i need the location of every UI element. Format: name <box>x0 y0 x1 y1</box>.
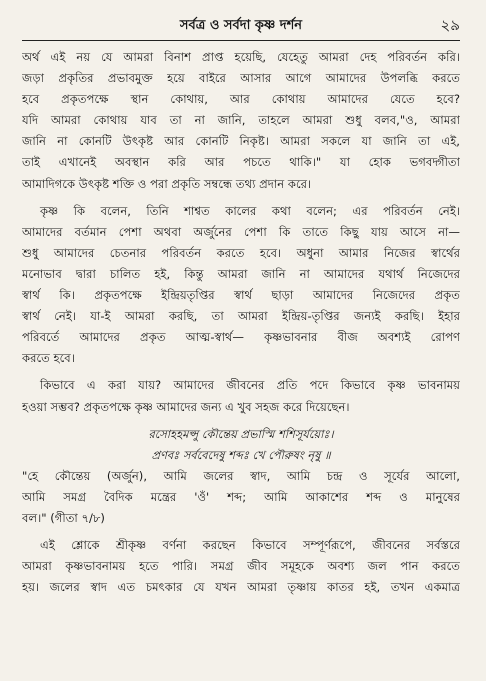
text-line: হয়। জলের স্বাদ এত চমৎকার যে যখন আমরা তৃষ্ণায় কাতর হই, তখন একমাত্র <box>22 580 460 595</box>
text-line: জানি না কোনটি উৎকৃষ্ট আর কোনটি নিকৃষ্ট। আমরা সকলে যা জানি তা এই, <box>22 134 460 149</box>
text-line: আমি সমগ্র বৈদিক মন্ত্রের 'ওঁ' শব্দ; আমি আকাশের শব্দ ও মানুষের <box>22 489 460 504</box>
text-line: অর্থ এই নয় যে আমরা বিনাশ প্রাপ্ত হয়েছি, যেহেতু আমরা দেহ পরিবর্তন করি। <box>22 50 460 64</box>
text-line: করতে হবে। <box>22 351 75 366</box>
text-line: এই শ্লোকে শ্রীকৃষ্ণ বর্ণনা করছেন কিভাবে সম্পূর্ণরূপে, জীবনের সর্বস্তরে <box>40 538 460 553</box>
text-line: মনোভাব দ্বারা চালিত হই, কিন্তু আমরা জানি না আমাদের যথার্থ নিজেদের <box>22 266 460 281</box>
verse-line: প্রণবঃ সর্ববেদেষু শব্দঃ খে পৌরুষং নৃষু ॥ <box>151 447 331 462</box>
paragraph-3 <box>22 375 460 417</box>
text-line: হওয়া সম্ভব? প্রকৃতপক্ষে কৃষ্ণ আমাদের জন্য এ খুব সহজ করে দিয়েছেন। <box>22 399 350 414</box>
text-line: কিভাবে এ করা যায়? আমাদের জীবনের প্রতি পদে কিভাবে কৃষ্ণ ভাবনাময় <box>40 378 460 393</box>
text-line: কৃষ্ণ কি বলেন, তিনি শাশ্বত কালের কথা বলেন; এর পরিবর্তন নেই। <box>40 203 460 218</box>
text-line: যদি আমরা কোথায় যাব তা না জানি, তাহলে আমরা শুধু বলব,"ও, আমরা <box>22 113 460 128</box>
text-line: শুধু আমাদের চেতনার পরিবর্তন করতে হবে। অধুনা আমার নিজের স্বার্থের <box>22 245 460 260</box>
verse-line: রসোহহমপ্সু কৌন্তেয় প্রভাস্মি শশিসূর্যয়োঃ। <box>148 426 334 441</box>
text-line: আমরা কৃষ্ণভাবনাময় হতে পারি। সমগ্র জীব সমূহকে অবশ্য জল পান করতে <box>22 559 460 574</box>
running-header <box>22 10 460 41</box>
sanskrit-verse <box>22 424 460 466</box>
text-line: বল।" (গীতা ৭/৮) <box>22 510 105 525</box>
text-line: তাই এখানেই অবস্থান করি আর পচতে থাকি।" যা হোক ভগবদ্গীতা <box>22 155 460 170</box>
text-line: আমাদের বর্তমান পেশা অথবা অর্জুনের পেশা কি তাতে কিছু যায় আসে না— <box>22 224 460 239</box>
text-line: স্বার্থ কি। প্রকৃতপক্ষে ইন্দ্রিয়তৃপ্তির স্বার্থ ছাড়া আমাদের নিজেদের প্রকৃত <box>22 288 460 303</box>
text-line: স্বার্থ নেই। যা-ই আমরা করছি, তা আমরা ইন্দ্রিয়-তৃপ্তির জন্যই করছি। ইহার <box>22 309 460 324</box>
text-line: পরিবর্তে আমাদের প্রকৃত আত্ম-স্বার্থ— কৃষ্ণভাবনার বীজ অবশ্যই রোপণ <box>22 330 460 345</box>
paragraph-closing <box>22 535 460 598</box>
verse-translation <box>22 466 460 529</box>
text-line: আমাদিগকে উৎকৃষ্ট শক্তি ও পরা প্রকৃতি সম্বন্ধে তথ্য প্রদান করে। <box>22 176 312 191</box>
text-line: জড়া প্রকৃতির প্রভাবমুক্ত হয়ে বাইরে আসার আগে আমাদের উপলব্ধি করতে <box>22 71 460 86</box>
text-line: হবে প্রকৃতপক্ষে স্থান কোথায়, আর কোথায় আমাদের যেতে হবে? <box>22 92 460 107</box>
paragraph-1 <box>22 47 460 195</box>
page-number: ২৯ <box>440 16 460 34</box>
text-line: "হে কৌন্তেয় (অর্জুন), আমি জলের স্বাদ, আমি চন্দ্র ও সূর্যের আলো, <box>22 468 460 483</box>
paragraph-2 <box>22 201 460 370</box>
chapter-title: সর্বত্র ও সর্বদা কৃষ্ণ দর্শন <box>179 18 303 33</box>
